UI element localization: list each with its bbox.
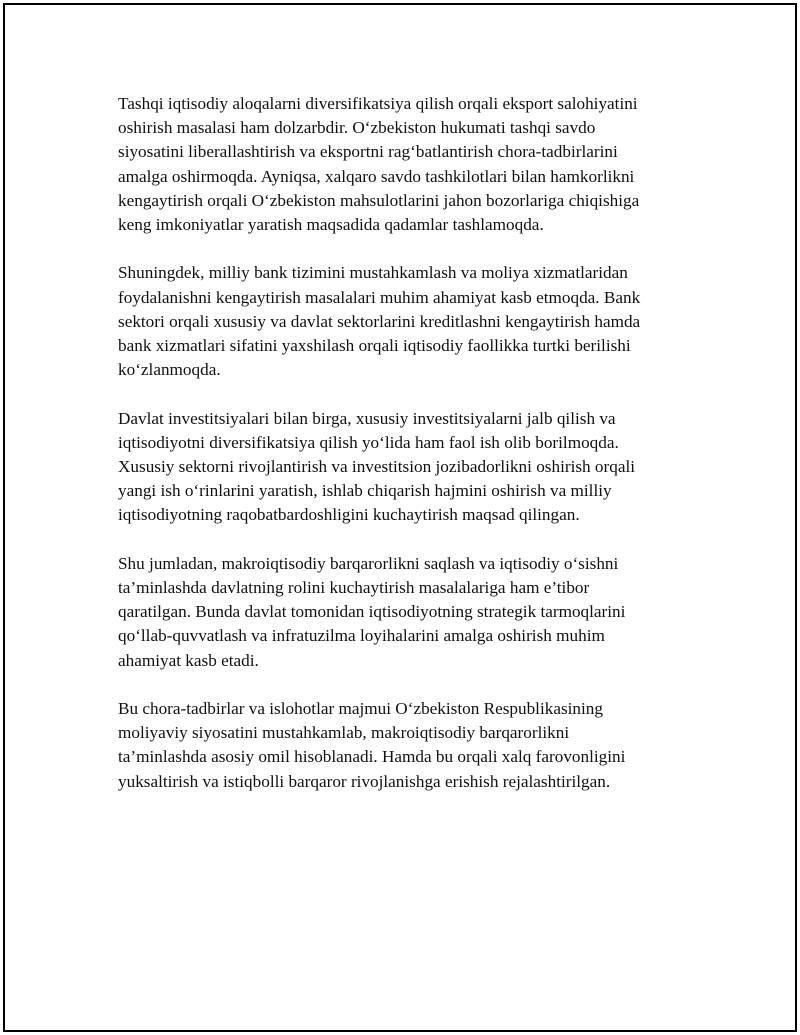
text-line: Bu chora-tadbirlar va islohotlar majmui O‘zbekiston Respublikasining (118, 699, 603, 719)
text-line: siyosatini liberallashtirish va eksportni rag‘batlantirish chora-tadbirlarini (118, 142, 618, 162)
paragraph (118, 552, 688, 673)
text-line: keng imkoniyatlar yaratish maqsadida qadamlar tashlamoqda. (118, 215, 544, 235)
paragraph (118, 407, 688, 528)
text-line: kengaytirish orqali O‘zbekiston mahsulotlarini jahon bozorlariga chiqishiga (118, 190, 640, 210)
text-line: qaratilgan. Bunda davlat tomonidan iqtisodiyotning strategik tarmoqlarini (118, 602, 626, 622)
text-line: yangi ish o‘rinlarini yaratish, ishlab chiqarish hajmini oshirish va milliy (118, 481, 612, 501)
text-line: qo‘llab-quvvatlash va infratuzilma loyihalarini amalga oshirish muhim (118, 626, 605, 646)
text-line: amalga oshirmoqda. Ayniqsa, xalqaro savdo tashkilotlari bilan hamkorlikni (118, 166, 635, 186)
document-body (118, 92, 688, 818)
text-line: Shu jumladan, makroiqtisodiy barqarorlikni saqlash va iqtisodiy o‘sishni (118, 553, 619, 573)
text-line: sektori orqali xususiy va davlat sektorlarini kreditlashni kengaytirish hamda (118, 311, 641, 331)
text-line: oshirish masalasi ham dolzarbdir. O‘zbekiston hukumati tashqi savdo (118, 118, 596, 138)
text-line: foydalanishni kengaytirish masalalari muhim ahamiyat kasb etmoqda. Bank (118, 287, 641, 307)
text-line: yuksaltirish va istiqbolli barqaror rivojlanishga erishish rejalashtirilgan. (118, 771, 611, 791)
paragraph (118, 697, 688, 794)
text-line: bank xizmatlari sifatini yaxshilash orqali iqtisodiy faollikka turtki berilishi (118, 336, 631, 356)
text-line: Davlat investitsiyalari bilan birga, xususiy investitsiyalarni jalb qilish va (118, 408, 616, 428)
text-line: iqtisodiyotni diversifikatsiya qilish yo‘lida ham faol ish olib borilmoqda. (118, 432, 619, 452)
text-line: ko‘zlanmoqda. (118, 360, 221, 380)
text-line: moliyaviy siyosatini mustahkamlab, makroiqtisodiy barqarorlikni (118, 723, 570, 743)
text-line: Tashqi iqtisodiy aloqalarni diversifikatsiya qilish orqali eksport salohiyatini (118, 94, 638, 113)
text-line: Shuningdek, milliy bank tizimini mustahkamlash va moliya xizmatlaridan (118, 263, 628, 283)
text-line: ta’minlashda asosiy omil hisoblanadi. Hamda bu orqali xalq farovonligini (118, 747, 626, 767)
text-line: iqtisodiyotning raqobatbardoshligini kuchaytirish maqsad qilingan. (118, 505, 580, 525)
paragraph (118, 92, 688, 237)
text-line: ta’minlashda davlatning rolini kuchaytirish masalalariga ham e’tibor (118, 578, 590, 598)
text-line: ahamiyat kasb etadi. (118, 650, 259, 670)
paragraph (118, 261, 688, 382)
text-line: Xususiy sektorni rivojlantirish va investitsion jozibadorlikni oshirish orqali (118, 457, 636, 477)
